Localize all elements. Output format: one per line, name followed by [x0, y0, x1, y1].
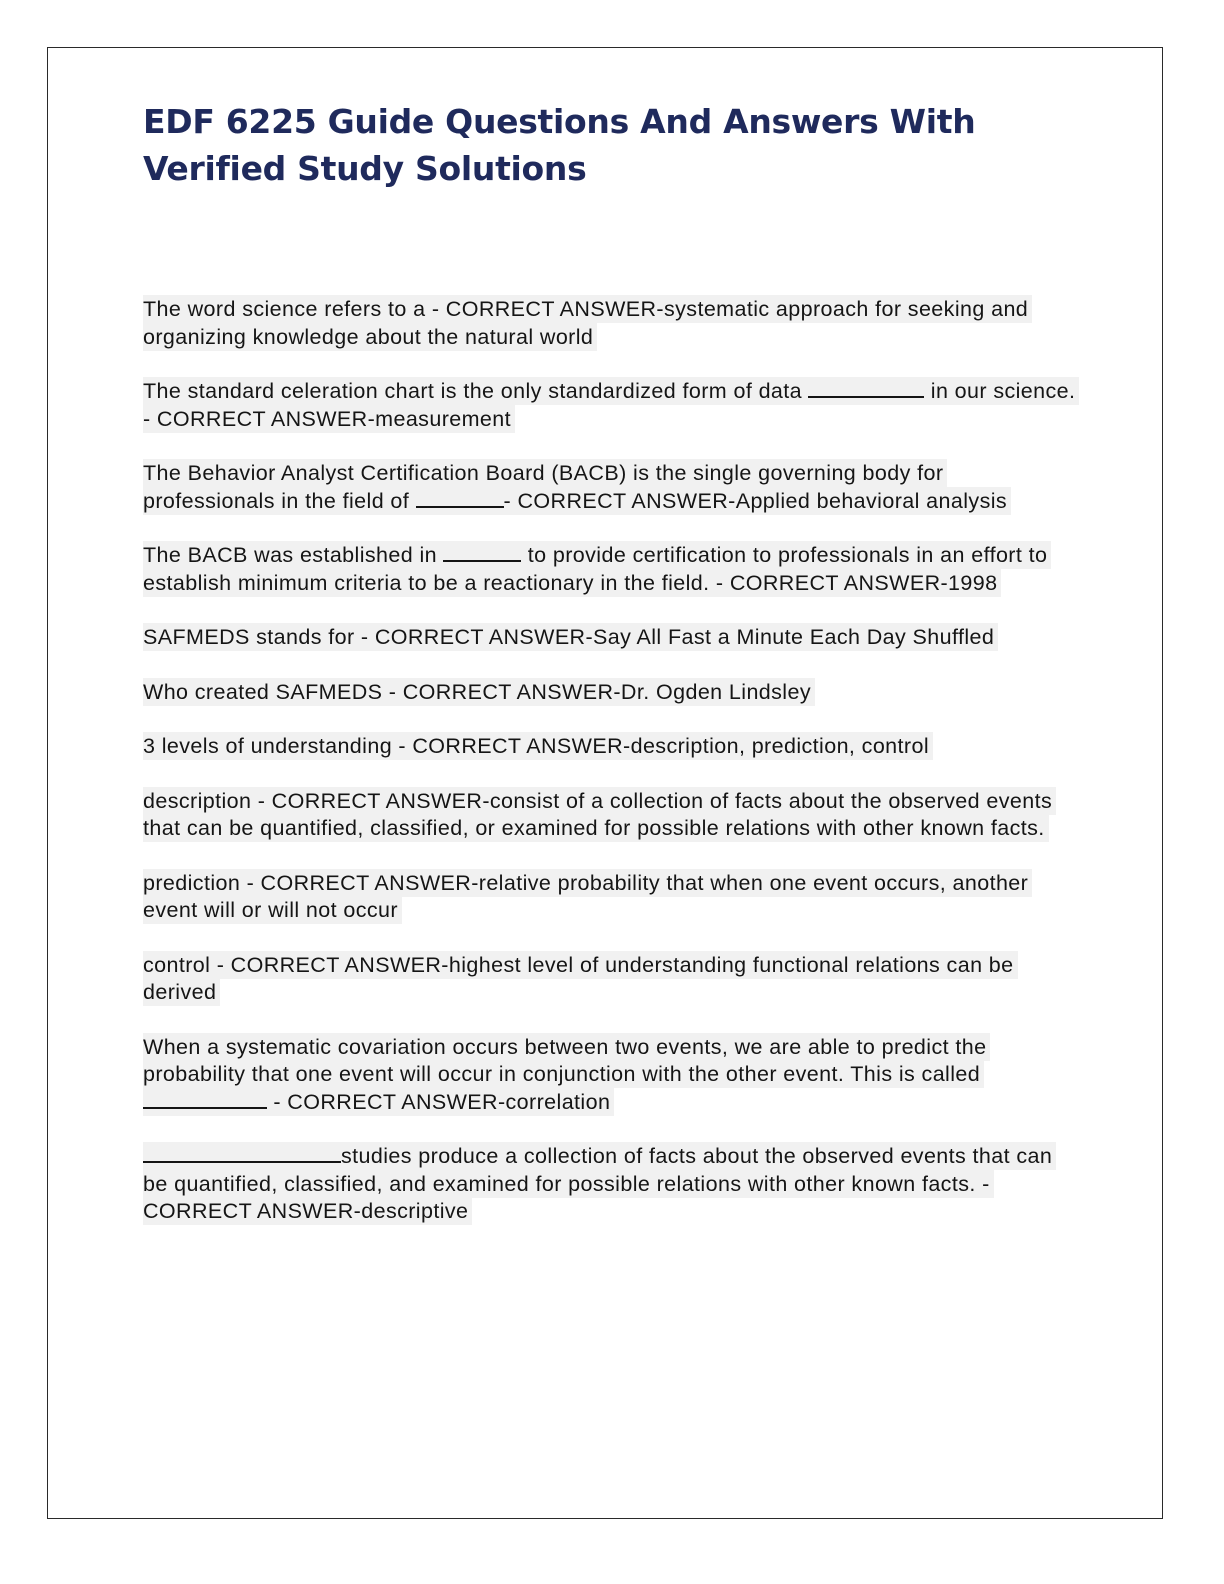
qa-text-after-blank: to provide certification to professionals in an effort to establish minimum criteria to be a reactionary in the field. - CORRECT ANSWER-1998 — [143, 543, 1048, 595]
qa-text: prediction - CORRECT ANSWER-relative probability that when one event occurs, another event will or will not occur — [143, 869, 1032, 925]
qa-item — [143, 733, 1078, 761]
qa-text: 3 levels of understanding - CORRECT ANSWER-description, prediction, control — [143, 732, 933, 760]
qa-item — [143, 870, 1078, 925]
fill-in-blank — [443, 544, 521, 562]
qa-text-before-blank: The standard celeration chart is the only standardized form of data — [143, 379, 809, 403]
qa-item — [143, 788, 1078, 843]
fill-in-blank — [143, 1091, 267, 1109]
qa-text: description - CORRECT ANSWER-consist of a collection of facts about the observed events that can be quantified, classified, or examined for possible relations with other known facts. — [143, 787, 1056, 843]
qa-text-after-blank: studies produce a collection of facts about the observed events that can be quantified, classified, and examined for possible relations with other known facts. - CORRECT ANSWER-descriptive — [143, 1144, 1053, 1223]
qa-text-after-blank: - CORRECT ANSWER-correlation — [267, 1089, 611, 1114]
fill-in-blank — [416, 490, 504, 508]
qa-item — [143, 1034, 1078, 1117]
qa-text-before-blank: When a systematic covariation occurs between two events, we are able to predict the probability that one event will occur in conjunction with the other event. This is called — [143, 1034, 987, 1086]
qa-text: SAFMEDS stands for - CORRECT ANSWER-Say All Fast a Minute Each Day Shuffled — [143, 623, 998, 651]
qa-item — [143, 624, 1078, 652]
qa-item — [143, 1143, 1078, 1226]
qa-item — [143, 679, 1078, 707]
qa-item — [143, 952, 1078, 1007]
qa-text: control - CORRECT ANSWER-highest level of understanding functional relations can be derived — [143, 951, 1018, 1007]
qa-item — [143, 378, 1078, 433]
qa-item — [143, 542, 1078, 597]
fill-in-blank — [808, 380, 924, 398]
qa-item — [143, 296, 1078, 351]
qa-text-before-blank: The BACB was established in — [143, 543, 444, 567]
qa-list — [143, 296, 1078, 1253]
qa-text-before-blank: The Behavior Analyst Certification Board (BACB) is the single governing body for professionals in the field of — [143, 461, 944, 513]
qa-text: The word science refers to a - CORRECT ANSWER-systematic approach for seeking and organizing knowledge about the natural world — [143, 295, 1032, 351]
fill-in-blank — [143, 1145, 341, 1163]
qa-item — [143, 460, 1078, 515]
qa-text-after-blank: in our science. - CORRECT ANSWER-measurement — [143, 379, 1076, 431]
document-title: EDF 6225 Guide Questions And Answers With Verified Study Solutions — [143, 102, 976, 188]
qa-text: Who created SAFMEDS - CORRECT ANSWER-Dr. Ogden Lindsley — [143, 678, 815, 706]
qa-text-after-blank: - CORRECT ANSWER-Applied behavioral analysis — [503, 488, 1008, 513]
